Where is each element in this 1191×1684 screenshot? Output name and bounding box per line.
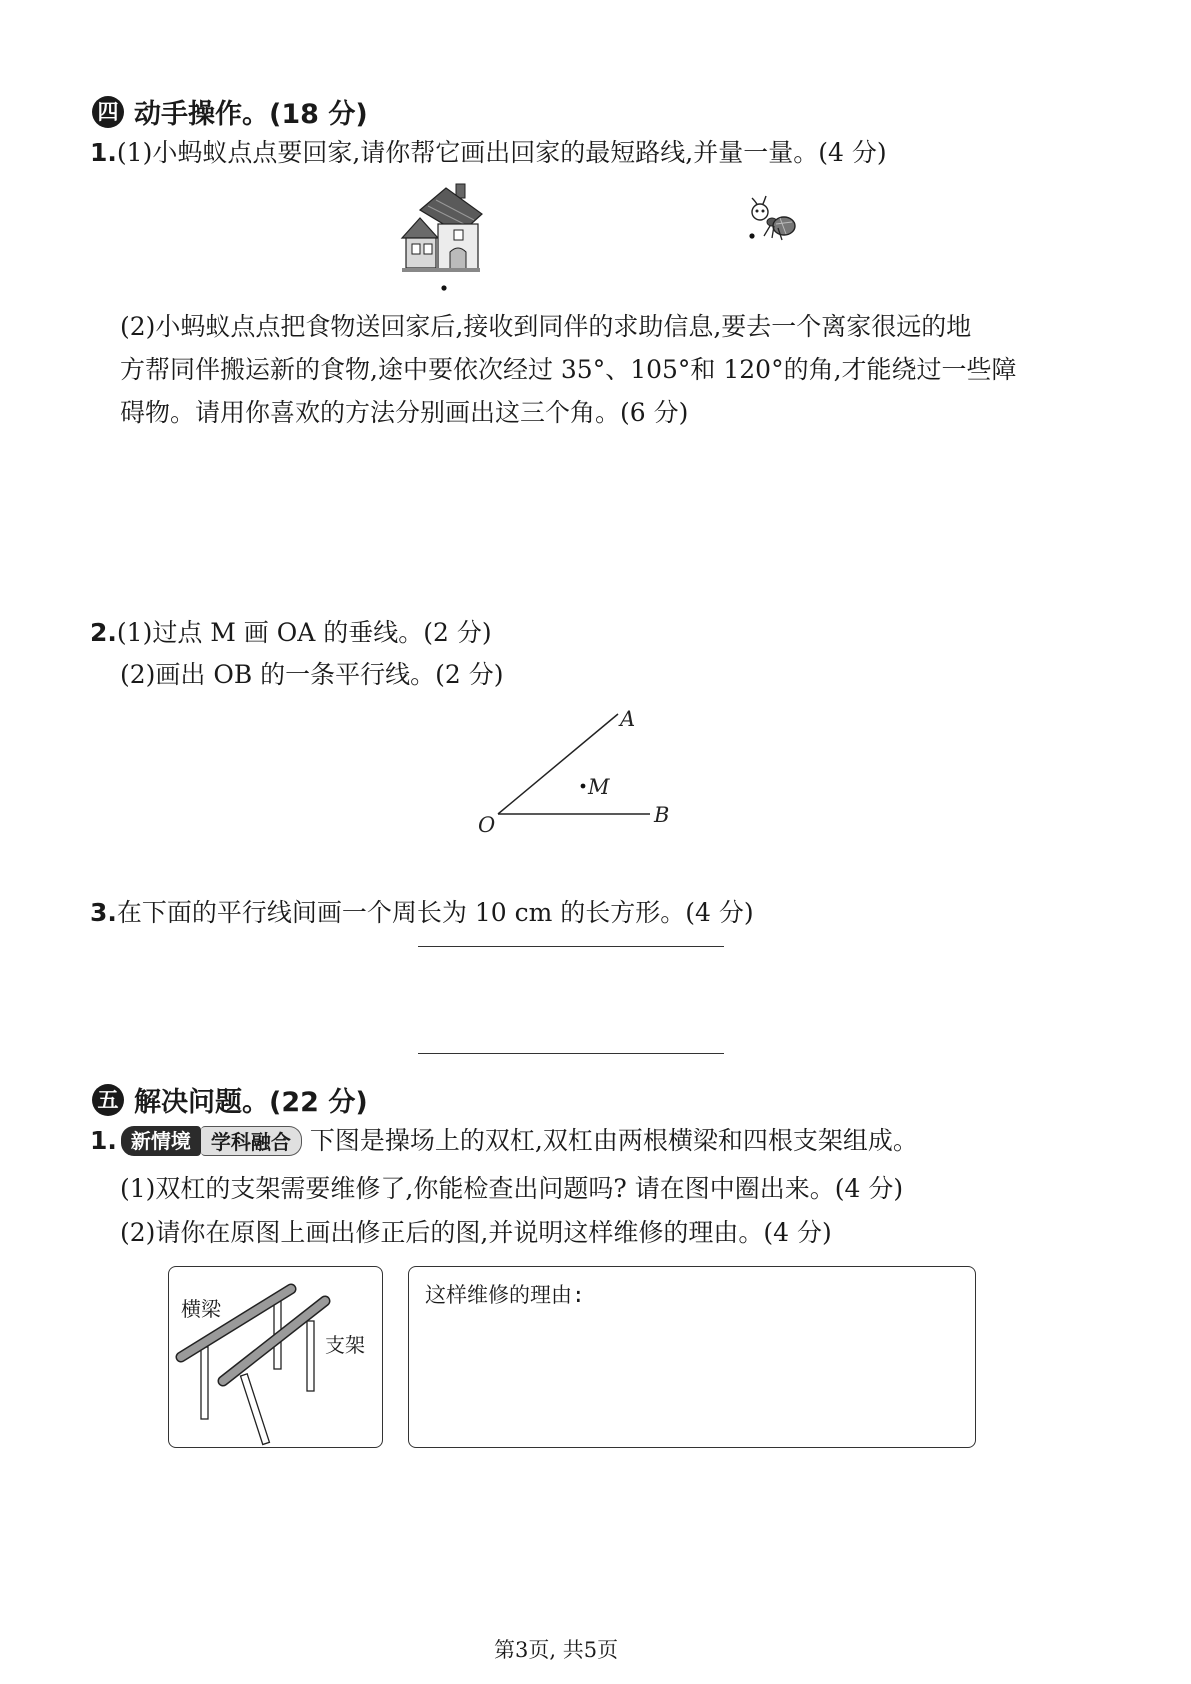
q3-text: 在下面的平行线间画一个周长为 10 cm 的长方形。(4 分) [116,898,754,927]
tag-new-context: 新情境 [121,1126,201,1156]
section-4-number: 四 [92,96,124,128]
section-5-heading [92,1080,368,1119]
label-a: A [620,707,636,731]
section-5-title: 解决问题。(22 分) [134,1087,368,1118]
parallel-line-bottom [418,1053,724,1054]
house-illustration [398,182,484,294]
q1-part2-line3: 碍物。请用你喜欢的方法分别画出这三个角。(6 分) [120,398,689,427]
q2-part2: (2)画出 OB 的一条平行线。(2 分) [120,660,504,689]
ant-illustration [742,192,802,254]
q1-number: 1. [90,138,117,167]
q2-part1 [90,616,492,650]
ray-oa [498,714,618,814]
q3-number: 3. [90,898,117,927]
q5-1-part2: (2)请你在原图上画出修正后的图,并说明这样维修的理由。(4 分) [120,1218,832,1247]
reason-label: 这样维修的理由: [425,1283,585,1307]
angle-figure [470,700,690,840]
reason-answer-box[interactable] [408,1266,976,1448]
label-m: M [588,775,610,799]
q1-part1-text: (1)小蚂蚁点点要回家,请你帮它画出回家的最短路线,并量一量。(4 分) [116,138,887,167]
parallel-bars-figure [168,1266,383,1448]
label-o: O [478,813,496,837]
q3 [90,896,754,930]
q1-part2-line2: 方帮同伴搬运新的食物,途中要依次经过 35°、105°和 120°的角,才能绕过一些障 [120,355,1017,384]
point-m [581,784,586,789]
section-4-title: 动手操作。(18 分) [134,99,368,130]
q5-1-intro [90,1124,918,1158]
label-b: B [654,803,670,827]
q2-part1-text: (1)过点 M 画 OA 的垂线。(2 分) [116,618,492,647]
label-support: 支架 [325,1333,365,1357]
q2-number: 2. [90,618,117,647]
q5-1-intro-text: 下图是操场上的双杠,双杠由两根横梁和四根支架组成。 [309,1126,918,1155]
tag-subject-fusion: 学科融合 [201,1126,302,1156]
q5-1-part1: (1)双杠的支架需要维修了,你能检查出问题吗? 请在图中圈出来。(4 分) [120,1174,904,1203]
label-beam: 横梁 [181,1293,221,1322]
q5-1-number: 1. [90,1126,117,1155]
page-footer: 第3页, 共5页 [494,1638,619,1662]
q1-part1 [90,136,887,170]
section-4-heading [92,92,368,131]
section-5-number: 五 [92,1084,124,1116]
parallel-line-top [418,946,724,947]
q1-part2-line1: (2)小蚂蚁点点把食物送回家后,接收到同伴的求助信息,要去一个离家很远的地 [120,312,972,341]
